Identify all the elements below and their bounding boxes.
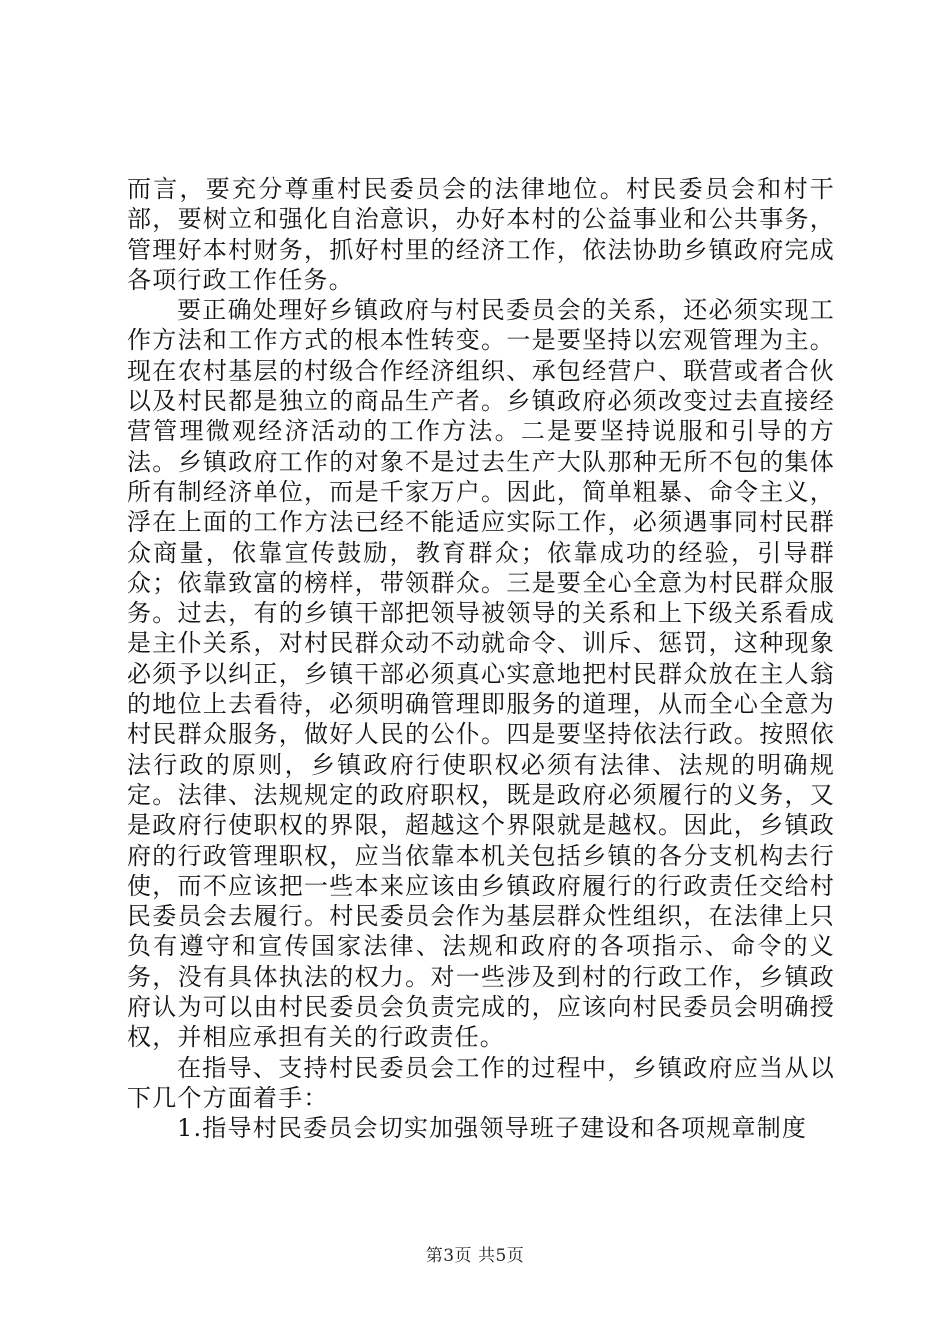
paragraph-2: 要正确处理好乡镇政府与村民委员会的关系，还必须实现工作方法和工作方式的根本性转变。一是要坚持以宏观管理为主。现在农村基层的村级合作经济组织、承包经营户、联营或者合伙以及村民都是独立的商品生产者。乡镇政府必须改变过去直接经营管理微观经济活动的工作方法。二是要坚持说服和引导的方法。乡镇政府工作的对象不是过去生产大队那种无所不包的集体所有制经济单位，而是千家万户。因此，简单粗暴、命令主义，浮在上面的工作方法已经不能适应实际工作，必须遇事同村民群众商量，依靠宣传鼓励，教育群众；依靠成功的经验，引导群众；依靠致富的榜样，带领群众。三是要全心全意为村民群众服务。过去，有的乡镇干部把领导被领导的关系和上下级关系看成是主仆关系，对村民群众动不动就命令、训斥、惩罚，这种现象必须予以纠正，乡镇干部必须真心实意地把村民群众放在主人翁的地位上去看待，必须明确管理即服务的道理，从而全心全意为村民群众服务，做好人民的公仆。四是要坚持依法行政。按照依法行政的原则，乡镇政府行使职权必须有法律、法规的明确规定。法律、法规规定的政府职权，既是政府必须履行的义务，又是政府行使职权的界限，超越这个界限就是越权。因此，乡镇政府的行政管理职权，应当依靠本机关包括乡镇的各分支机构去行使，而不应该把一些本来应该由乡镇政府履行的行政责任交给村民委员会去履行。村民委员会作为基层群众性组织，在法律上只负有遵守和宣传国家法律、法规和政府的各项指示、命令的义务，没有具体执法的权力。对一些涉及到村的行政工作，乡镇政府认为可以由村民委员会负责完成的，应该向村民委员会明确授权，并相应承担有关的行政责任。 <box>127 296 835 1052</box>
page-number-footer: 第3页 共5页 <box>425 1246 525 1266</box>
paragraph-3: 在指导、支持村民委员会工作的过程中，乡镇政府应当从以下几个方面着手： <box>127 1053 835 1112</box>
paragraph-4: 1.指导村民委员会切实加强领导班子建设和各项规章制度 <box>177 1114 808 1143</box>
document-body <box>127 174 835 1144</box>
paragraph-1: 而言，要充分尊重村民委员会的法律地位。村民委员会和村干部，要树立和强化自治意识，办好本村的公益事业和公共事务，管理好本村财务，抓好村里的经济工作，依法协助乡镇政府完成各项行政工作任务。 <box>127 175 835 294</box>
